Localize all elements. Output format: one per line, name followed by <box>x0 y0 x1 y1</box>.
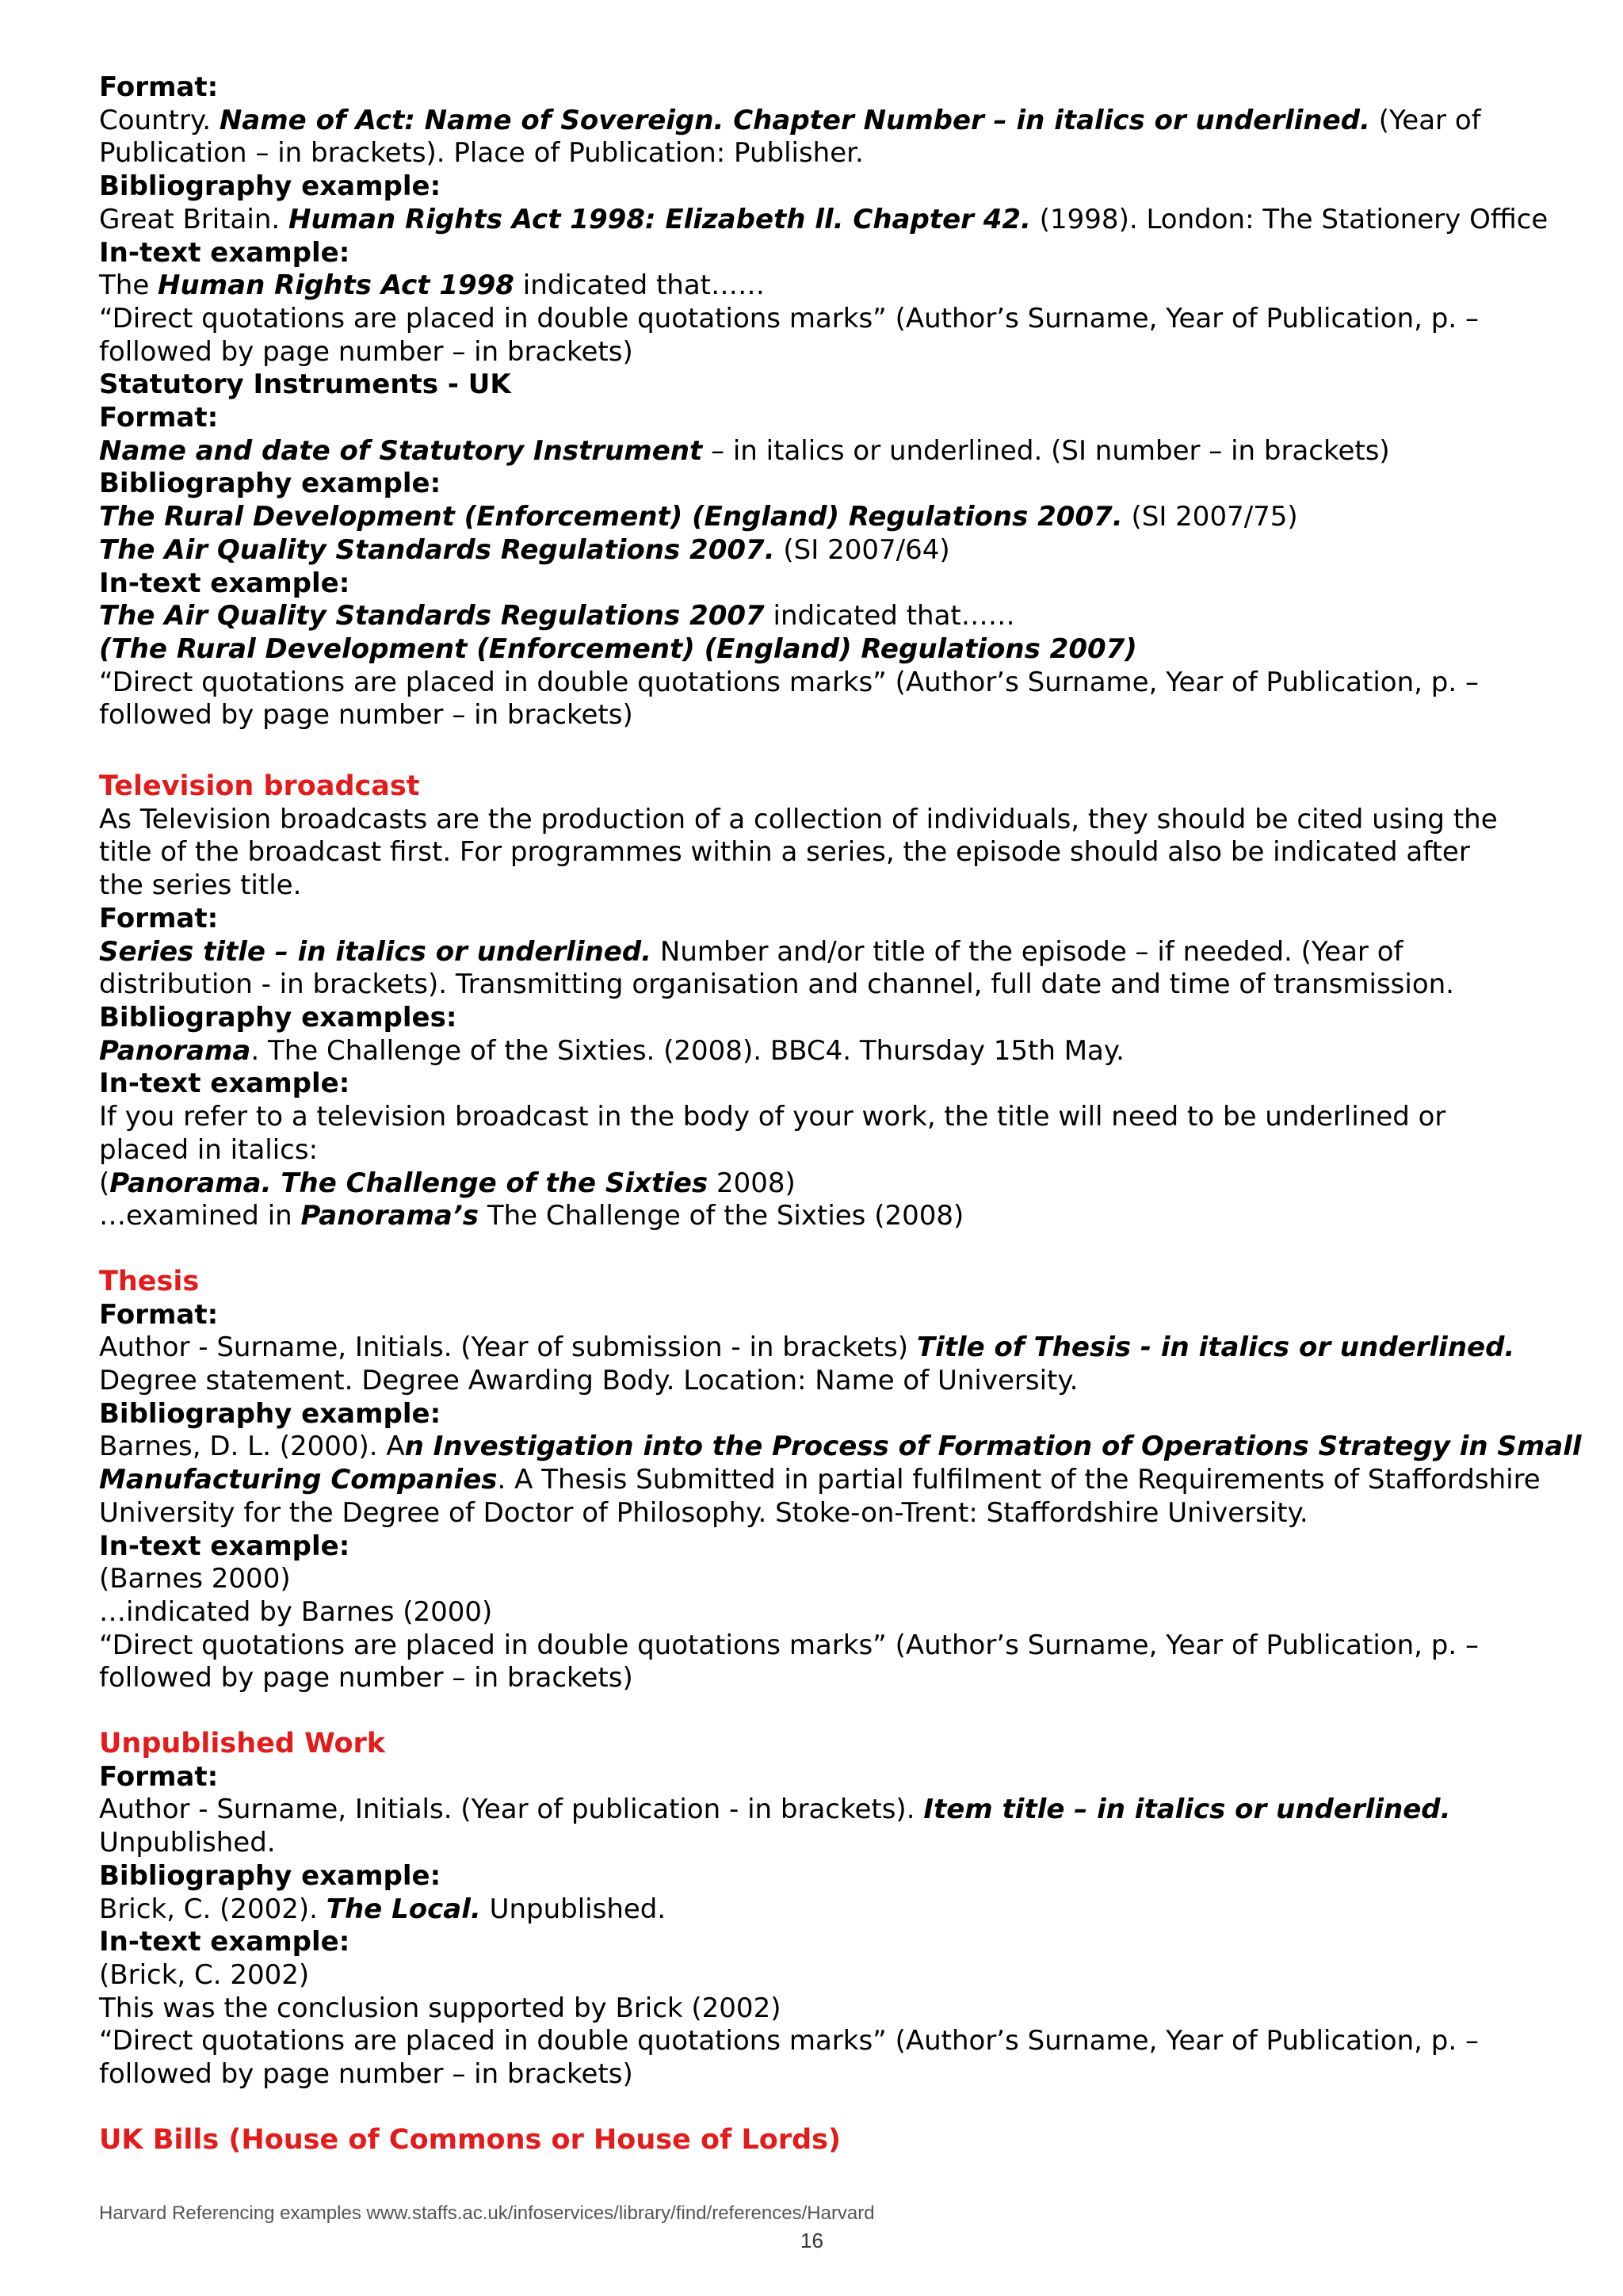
quotation-note: “Direct quotations are placed in double quotations marks” (Author’s Surname, Year of Publication, p. – <box>99 2025 1479 2057</box>
quotation-note: followed by page number – in brackets) <box>99 2058 633 2091</box>
format-heading: Format: <box>99 1760 219 1793</box>
format-heading: Format: <box>99 71 219 103</box>
intext-heading: In-text example: <box>99 1068 350 1100</box>
bibliography-heading: Bibliography example: <box>99 170 441 203</box>
subsection-heading: Statutory Instruments - UK <box>99 369 511 401</box>
intext-heading: In-text example: <box>99 567 350 599</box>
page-number: 16 <box>800 2229 823 2252</box>
intext-example: This was the conclusion supported by Brick (2002) <box>99 1992 781 2024</box>
bibliography-example: Great Britain. Human Rights Act 1998: Elizabeth ll. Chapter 42. (1998). London: The Stationery Office <box>99 203 1549 235</box>
bibliography-example: Manufacturing Companies. A Thesis Submitted in partial fulfilment of the Requirements of Staffordshire <box>99 1464 1541 1496</box>
intro-text: the series title. <box>99 869 302 902</box>
quotation-note: “Direct quotations are placed in double quotations marks” (Author’s Surname, Year of Publication, p. – <box>99 666 1479 698</box>
bibliography-example: Panorama. The Challenge of the Sixties. (2008). BBC4. Thursday 15th May. <box>99 1034 1125 1067</box>
format-line: distribution - in brackets). Transmitting organisation and channel, full date and time of transmission. <box>99 968 1454 1001</box>
format-heading: Format: <box>99 1298 219 1331</box>
format-line: Name and date of Statutory Instrument – in italics or underlined. (SI number – in brackets) <box>99 434 1390 467</box>
format-line: Publication – in brackets). Place of Publication: Publisher. <box>99 137 864 170</box>
quotation-note: followed by page number – in brackets) <box>99 335 633 368</box>
uk-bills-section <box>99 2124 1583 2157</box>
bibliography-example: The Air Quality Standards Regulations 2007. (SI 2007/64) <box>99 533 950 566</box>
quotation-note: followed by page number – in brackets) <box>99 1662 633 1694</box>
quotation-note: “Direct quotations are placed in double quotations marks” (Author’s Surname, Year of Publication, p. – <box>99 1629 1479 1661</box>
bibliography-heading: Bibliography examples: <box>99 1001 457 1033</box>
intext-heading: In-text example: <box>99 1926 350 1958</box>
thesis-section <box>99 1266 1583 1695</box>
intext-text: If you refer to a television broadcast in the body of your work, the title will need to be underlined or <box>99 1101 1446 1133</box>
intext-example: The Air Quality Standards Regulations 2007 indicated that…… <box>99 600 1015 632</box>
intext-example: (The Rural Development (Enforcement) (England) Regulations 2007) <box>99 632 1137 665</box>
intext-example: The Human Rights Act 1998 indicated that…… <box>99 269 766 302</box>
section-title: Unpublished Work <box>99 1728 386 1760</box>
intro-text: title of the broadcast first. For programmes within a series, the episode should also be indicated after <box>99 836 1470 869</box>
quotation-note: followed by page number – in brackets) <box>99 699 633 732</box>
intext-heading: In-text example: <box>99 1530 350 1562</box>
statutory-section <box>99 369 1583 732</box>
intext-example: …examined in Panorama’s The Challenge of the Sixties (2008) <box>99 1200 964 1232</box>
intext-example: (Panorama. The Challenge of the Sixties 2008) <box>99 1167 796 1199</box>
format-heading: Format: <box>99 402 219 434</box>
page-footer: Harvard Referencing examples www.staffs.ac.uk/infoservices/library/find/references/Harvard <box>99 2202 875 2224</box>
format-line: Degree statement. Degree Awarding Body. Location: Name of University. <box>99 1365 1079 1397</box>
format-line: Unpublished. <box>99 1827 276 1859</box>
intext-example: (Brick, C. 2002) <box>99 1958 310 1991</box>
bibliography-example: The Rural Development (Enforcement) (England) Regulations 2007. (SI 2007/75) <box>99 501 1298 533</box>
bibliography-heading: Bibliography example: <box>99 1397 441 1430</box>
section-title: UK Bills (House of Commons or House of Lords) <box>99 2123 841 2156</box>
section-title: Television broadcast <box>99 770 420 803</box>
bibliography-example: Brick, C. (2002). The Local. Unpublished. <box>99 1893 666 1925</box>
quotation-note: “Direct quotations are placed in double quotations marks” (Author’s Surname, Year of Publication, p. – <box>99 302 1479 334</box>
bibliography-example: Barnes, D. L. (2000). An Investigation into the Process of Formation of Operations Strategy in Small <box>99 1431 1582 1463</box>
acts-section <box>99 71 1583 369</box>
intext-example: …indicated by Barnes (2000) <box>99 1595 493 1628</box>
format-line: Author - Surname, Initials. (Year of publication - in brackets). Item title – in italics or underlined. <box>99 1794 1451 1826</box>
television-section <box>99 770 1583 1233</box>
intext-heading: In-text example: <box>99 236 350 269</box>
unpublished-section <box>99 1728 1583 2092</box>
bibliography-heading: Bibliography example: <box>99 468 441 500</box>
intext-text: placed in italics: <box>99 1133 319 1166</box>
bibliography-example: University for the Degree of Doctor of Philosophy. Stoke-on-Trent: Staffordshire University. <box>99 1496 1308 1529</box>
format-line: Series title – in italics or underlined. Number and/or title of the episode – if needed. (Year of <box>99 935 1403 968</box>
format-line: Author - Surname, Initials. (Year of submission - in brackets) Title of Thesis - in italics or underlined. <box>99 1331 1515 1364</box>
intro-text: As Television broadcasts are the production of a collection of individuals, they should be cited using the <box>99 803 1498 835</box>
format-line: Country. Name of Act: Name of Sovereign. Chapter Number – in italics or underlined. (Year of <box>99 104 1481 136</box>
section-title: Thesis <box>99 1265 200 1297</box>
intext-example: (Barnes 2000) <box>99 1563 291 1595</box>
format-heading: Format: <box>99 902 219 934</box>
bibliography-heading: Bibliography example: <box>99 1859 441 1892</box>
